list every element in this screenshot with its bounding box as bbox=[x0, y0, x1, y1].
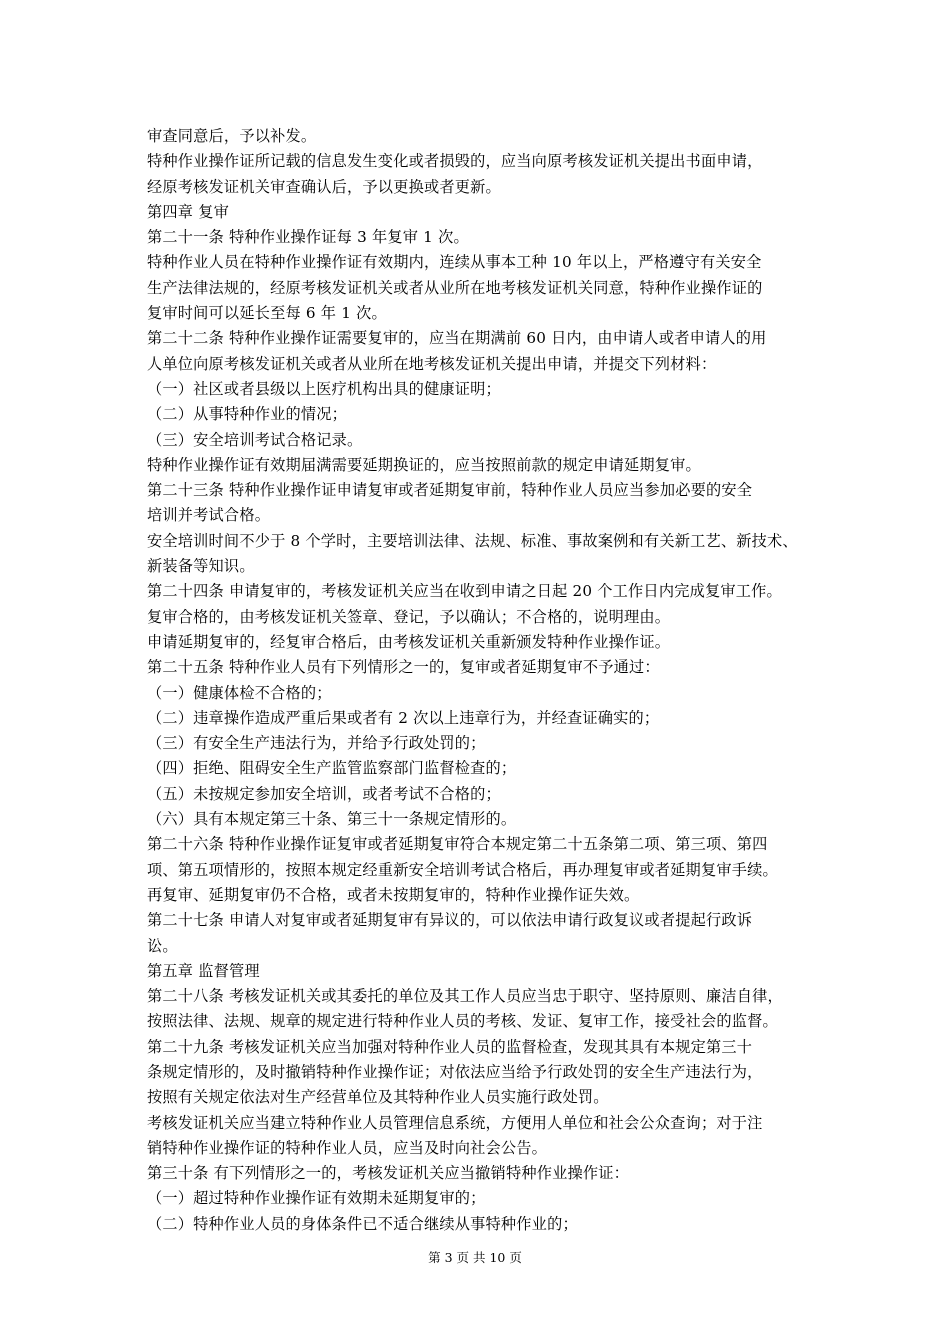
chapter-heading: 第四章 复审 bbox=[147, 202, 229, 221]
text-line: 讼。 bbox=[147, 936, 178, 955]
list-item: （二）特种作业人员的身体条件已不适合继续从事特种作业的； bbox=[147, 1214, 578, 1233]
list-item: （二）从事特种作业的情况； bbox=[147, 405, 348, 424]
article-line: 第二十三条 特种作业操作证申请复审或者延期复审前，特种作业人员应当参加必要的安全 bbox=[147, 481, 753, 500]
text-line: 按照法律、法规、规章的规定进行特种作业人员的考核、发证、复审工作，接受社会的监督。 bbox=[147, 1012, 778, 1031]
list-item: （三）有安全生产违法行为，并给予行政处罚的； bbox=[147, 734, 486, 753]
chapter-heading: 第五章 监督管理 bbox=[147, 961, 260, 980]
list-item: （六）具有本规定第三十条、第三十一条规定情形的。 bbox=[147, 810, 517, 829]
list-item: （五）未按规定参加安全培训，或者考试不合格的； bbox=[147, 784, 501, 803]
article-line: 第二十八条 考核发证机关或其委托的单位及其工作人员应当忠于职守、坚持原则、廉洁自律， bbox=[147, 987, 783, 1006]
text-line: 生产法律法规的，经原考核发证机关或者从业所在地考核发证机关同意，特种作业操作证的 bbox=[147, 278, 763, 297]
text-line: 销特种作业操作证的特种作业人员，应当及时向社会公告。 bbox=[147, 1138, 548, 1157]
list-item: （一）健康体检不合格的； bbox=[147, 683, 332, 702]
text-line: 按照有关规定依法对生产经营单位及其特种作业人员实施行政处罚。 bbox=[147, 1088, 609, 1107]
text-line: 项、第五项情形的，按照本规定经重新安全培训考试合格后，再办理复审或者延期复审手续。 bbox=[147, 860, 778, 879]
text-line: 条规定情形的，及时撤销特种作业操作证；对依法应当给予行政处罚的安全生产违法行为， bbox=[147, 1062, 763, 1081]
text-line: 特种作业操作证有效期届满需要延期换证的，应当按照前款的规定申请延期复审。 bbox=[147, 455, 701, 474]
list-item: （一）超过特种作业操作证有效期未延期复审的； bbox=[147, 1189, 486, 1208]
article-line: 第二十四条 申请复审的，考核发证机关应当在收到申请之日起 20 个工作日内完成复审工作。 bbox=[147, 582, 782, 601]
text-line: 再复审、延期复审仍不合格，或者未按期复审的，特种作业操作证失效。 bbox=[147, 885, 640, 904]
list-item: （二）违章操作造成严重后果或者有 2 次以上违章行为，并经查证确实的； bbox=[147, 708, 660, 727]
list-item: （一）社区或者县级以上医疗机构出具的健康证明； bbox=[147, 379, 501, 398]
text-line: 特种作业操作证所记载的信息发生变化或者损毁的，应当向原考核发证机关提出书面申请， bbox=[147, 152, 763, 171]
text-line: 审查同意后，予以补发。 bbox=[147, 127, 317, 145]
text-line: 培训并考试合格。 bbox=[147, 506, 271, 525]
text-line: 考核发证机关应当建立特种作业人员管理信息系统，方便用人单位和社会公众查询；对于注 bbox=[147, 1113, 763, 1132]
text-line: 特种作业人员在特种作业操作证有效期内，连续从事本工种 10 年以上，严格遵守有关安全 bbox=[147, 253, 762, 272]
text-line: 复审时间可以延长至每 6 年 1 次。 bbox=[147, 304, 387, 323]
article-line: 第二十九条 考核发证机关应当加强对特种作业人员的监督检查，发现其具有本规定第三十 bbox=[147, 1037, 753, 1056]
text-line: 复审合格的，由考核发证机关签章、登记，予以确认；不合格的，说明理由。 bbox=[147, 607, 671, 626]
article-line: 第二十七条 申请人对复审或者延期复审有异议的，可以依法申请行政复议或者提起行政诉 bbox=[147, 911, 753, 930]
article-line: 第二十五条 特种作业人员有下列情形之一的，复审或者延期复审不予通过： bbox=[147, 658, 660, 677]
page-number-footer: 第 3 页 共 10 页 bbox=[428, 1250, 522, 1265]
text-line: 申请延期复审的，经复审合格后，由考核发证机关重新颁发特种作业操作证。 bbox=[147, 632, 671, 651]
article-line: 第二十二条 特种作业操作证需要复审的，应当在期满前 60 日内，由申请人或者申请人的用 bbox=[147, 329, 767, 348]
text-line: 经原考核发证机关审查确认后，予以更换或者更新。 bbox=[147, 177, 501, 196]
document-body bbox=[147, 124, 819, 1237]
list-item: （四）拒绝、阻碍安全生产监管监察部门监督检查的； bbox=[147, 759, 517, 778]
text-line: 安全培训时间不少于 8 个学时，主要培训法律、法规、标准、事故案例和有关新工艺、新技术、 bbox=[147, 531, 798, 550]
article-line: 第二十一条 特种作业操作证每 3 年复审 1 次。 bbox=[147, 228, 469, 247]
article-line: 第三十条 有下列情形之一的，考核发证机关应当撤销特种作业操作证： bbox=[147, 1164, 630, 1183]
text-line: 新装备等知识。 bbox=[147, 557, 255, 576]
text-line: 人单位向原考核发证机关或者从业所在地考核发证机关提出申请，并提交下列材料： bbox=[147, 354, 717, 373]
list-item: （三）安全培训考试合格记录。 bbox=[147, 430, 363, 449]
article-line: 第二十六条 特种作业操作证复审或者延期复审符合本规定第二十五条第二项、第三项、第四 bbox=[147, 835, 768, 854]
